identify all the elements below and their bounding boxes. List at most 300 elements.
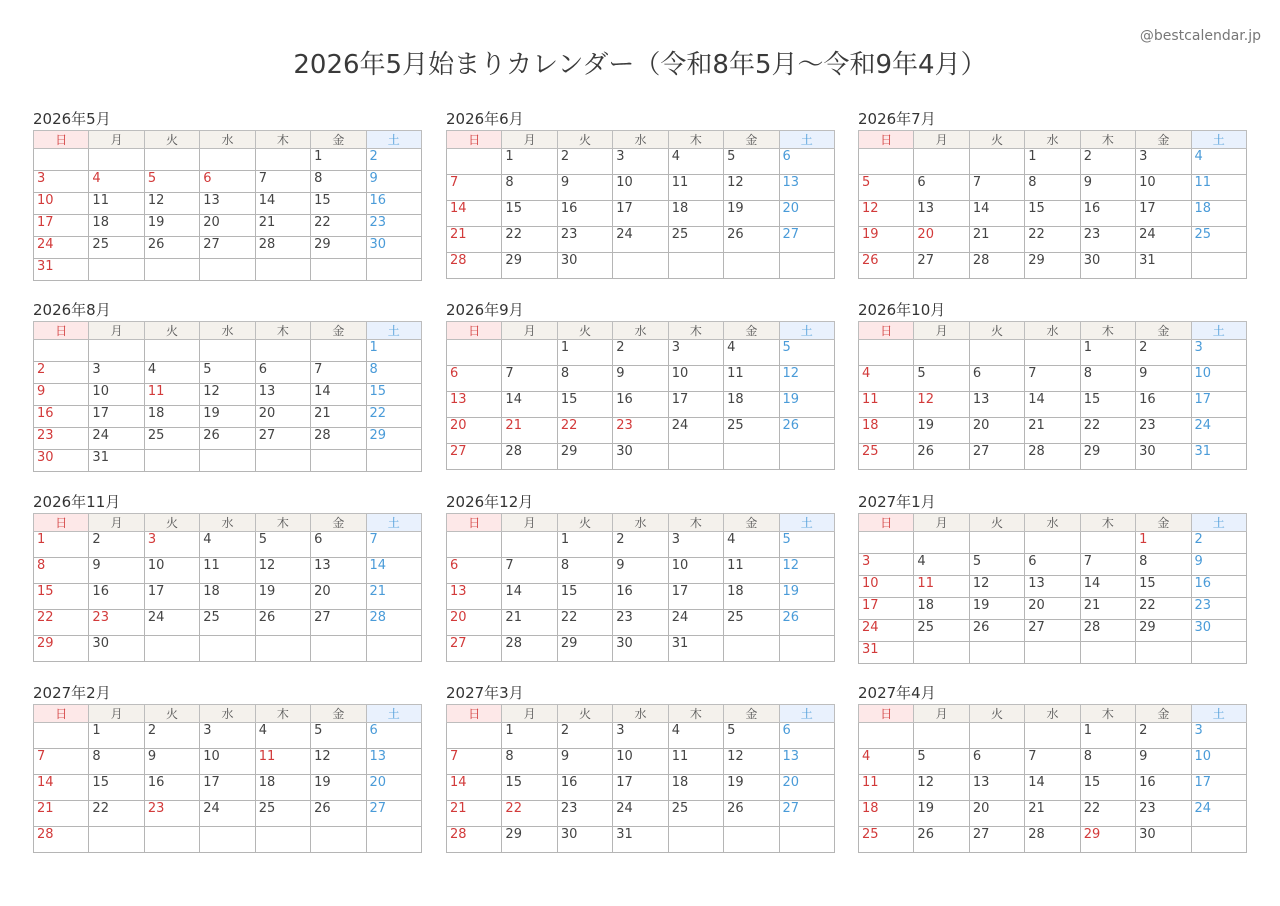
- day-cell: 4: [200, 532, 255, 558]
- weekday-header: 金: [1136, 514, 1191, 532]
- week-row: [447, 636, 835, 662]
- month-table: [446, 704, 835, 853]
- month-title: 2026年6月: [446, 110, 524, 128]
- day-cell: 14: [969, 201, 1024, 227]
- month-title: 2027年4月: [858, 684, 936, 702]
- weekday-header: 月: [89, 514, 144, 532]
- day-cell: 12: [144, 193, 199, 215]
- week-row: [34, 450, 422, 472]
- empty-day-cell: [366, 450, 421, 472]
- day-cell: 5: [914, 749, 969, 775]
- weekday-header: 日: [859, 705, 914, 723]
- empty-day-cell: [34, 149, 89, 171]
- day-cell: 28: [447, 253, 502, 279]
- day-cell: 3: [613, 149, 668, 175]
- weekday-header: 木: [255, 705, 310, 723]
- day-cell: 13: [1025, 576, 1080, 598]
- empty-day-cell: [255, 340, 310, 362]
- day-cell: 7: [366, 532, 421, 558]
- day-cell: 10: [1191, 366, 1246, 392]
- day-cell: 31: [1136, 253, 1191, 279]
- day-cell: 6: [914, 175, 969, 201]
- empty-day-cell: [1136, 642, 1191, 664]
- day-cell: 20: [447, 418, 502, 444]
- day-cell: 16: [557, 775, 612, 801]
- empty-day-cell: [34, 723, 89, 749]
- day-cell: 11: [668, 175, 723, 201]
- day-cell: 16: [613, 584, 668, 610]
- day-cell: 16: [557, 201, 612, 227]
- day-cell: 15: [557, 584, 612, 610]
- empty-day-cell: [311, 340, 366, 362]
- day-cell: 24: [668, 610, 723, 636]
- day-cell: 19: [144, 215, 199, 237]
- weekday-header: 火: [144, 705, 199, 723]
- empty-day-cell: [969, 340, 1024, 366]
- day-cell: 20: [969, 418, 1024, 444]
- day-cell: 26: [969, 620, 1024, 642]
- day-cell: 4: [1191, 149, 1246, 175]
- day-cell: 23: [557, 801, 612, 827]
- day-cell: 22: [557, 418, 612, 444]
- day-cell: 26: [255, 610, 310, 636]
- day-cell: 5: [724, 723, 779, 749]
- week-row: [447, 558, 835, 584]
- weekday-header: 金: [724, 514, 779, 532]
- empty-day-cell: [1025, 723, 1080, 749]
- weekday-header: 金: [1136, 322, 1191, 340]
- empty-day-cell: [144, 149, 199, 171]
- day-cell: 22: [1080, 801, 1135, 827]
- month-title: 2026年10月: [858, 301, 946, 319]
- day-cell: 27: [1025, 620, 1080, 642]
- day-cell: 29: [366, 428, 421, 450]
- empty-day-cell: [969, 642, 1024, 664]
- day-cell: 23: [89, 610, 144, 636]
- day-cell: 15: [89, 775, 144, 801]
- week-row: [859, 749, 1247, 775]
- day-cell: 3: [613, 723, 668, 749]
- day-cell: 2: [1080, 149, 1135, 175]
- site-credit: @bestcalendar.jp: [1139, 28, 1261, 44]
- day-cell: 20: [969, 801, 1024, 827]
- day-cell: 6: [311, 532, 366, 558]
- weekday-header: 木: [1080, 131, 1135, 149]
- day-cell: 7: [447, 175, 502, 201]
- empty-day-cell: [255, 827, 310, 853]
- day-cell: 17: [668, 584, 723, 610]
- day-cell: 9: [557, 749, 612, 775]
- day-cell: 11: [255, 749, 310, 775]
- weekday-header: 木: [668, 705, 723, 723]
- weekday-header: 木: [668, 322, 723, 340]
- day-cell: 7: [1080, 554, 1135, 576]
- weekday-header: 月: [914, 322, 969, 340]
- empty-day-cell: [969, 149, 1024, 175]
- day-cell: 28: [1025, 444, 1080, 470]
- day-cell: 19: [914, 801, 969, 827]
- empty-day-cell: [724, 444, 779, 470]
- empty-day-cell: [366, 259, 421, 281]
- day-cell: 3: [1191, 340, 1246, 366]
- week-row: [859, 253, 1247, 279]
- day-cell: 10: [668, 366, 723, 392]
- empty-day-cell: [200, 827, 255, 853]
- day-cell: 19: [724, 775, 779, 801]
- weekday-header-row: [447, 514, 835, 532]
- day-cell: 1: [311, 149, 366, 171]
- day-cell: 24: [859, 620, 914, 642]
- day-cell: 13: [779, 175, 834, 201]
- weekday-header: 水: [613, 131, 668, 149]
- empty-day-cell: [914, 340, 969, 366]
- day-cell: 10: [144, 558, 199, 584]
- empty-day-cell: [447, 149, 502, 175]
- day-cell: 30: [34, 450, 89, 472]
- weekday-header: 月: [89, 131, 144, 149]
- day-cell: 11: [1191, 175, 1246, 201]
- day-cell: 30: [613, 636, 668, 662]
- day-cell: 12: [914, 392, 969, 418]
- week-row: [859, 554, 1247, 576]
- day-cell: 16: [1191, 576, 1246, 598]
- day-cell: 24: [1191, 418, 1246, 444]
- empty-day-cell: [779, 444, 834, 470]
- day-cell: 8: [311, 171, 366, 193]
- week-row: [447, 532, 835, 558]
- day-cell: 5: [779, 532, 834, 558]
- day-cell: 20: [1025, 598, 1080, 620]
- day-cell: 2: [557, 149, 612, 175]
- week-row: [34, 215, 422, 237]
- week-row: [447, 418, 835, 444]
- day-cell: 30: [1191, 620, 1246, 642]
- day-cell: 3: [859, 554, 914, 576]
- weekday-header: 木: [668, 514, 723, 532]
- weekday-header: 土: [779, 322, 834, 340]
- day-cell: 23: [1080, 227, 1135, 253]
- day-cell: 7: [1025, 749, 1080, 775]
- month-table: [858, 321, 1247, 470]
- week-row: [859, 801, 1247, 827]
- day-cell: 4: [859, 749, 914, 775]
- month-calendar: [33, 682, 422, 853]
- day-cell: 28: [447, 827, 502, 853]
- day-cell: 29: [1080, 827, 1135, 853]
- day-cell: 8: [1136, 554, 1191, 576]
- day-cell: 7: [969, 175, 1024, 201]
- weekday-header: 金: [311, 514, 366, 532]
- empty-day-cell: [255, 636, 310, 662]
- day-cell: 31: [89, 450, 144, 472]
- empty-day-cell: [1025, 642, 1080, 664]
- weekday-header-row: [859, 705, 1247, 723]
- day-cell: 2: [557, 723, 612, 749]
- day-cell: 12: [724, 175, 779, 201]
- weekday-header: 火: [557, 514, 612, 532]
- day-cell: 19: [969, 598, 1024, 620]
- day-cell: 10: [1191, 749, 1246, 775]
- day-cell: 15: [557, 392, 612, 418]
- empty-day-cell: [1191, 253, 1246, 279]
- day-cell: 5: [200, 362, 255, 384]
- day-cell: 27: [447, 444, 502, 470]
- weekday-header: 木: [255, 322, 310, 340]
- day-cell: 29: [502, 253, 557, 279]
- day-cell: 27: [969, 827, 1024, 853]
- empty-day-cell: [969, 723, 1024, 749]
- weekday-header: 月: [89, 705, 144, 723]
- day-cell: 18: [724, 392, 779, 418]
- day-cell: 21: [502, 610, 557, 636]
- weekday-header: 日: [447, 514, 502, 532]
- day-cell: 13: [311, 558, 366, 584]
- weekday-header: 火: [969, 514, 1024, 532]
- day-cell: 4: [89, 171, 144, 193]
- day-cell: 20: [311, 584, 366, 610]
- weekday-header: 金: [724, 322, 779, 340]
- day-cell: 28: [1025, 827, 1080, 853]
- day-cell: 17: [1136, 201, 1191, 227]
- weekday-header: 火: [144, 131, 199, 149]
- month-title: 2026年7月: [858, 110, 936, 128]
- day-cell: 9: [366, 171, 421, 193]
- weekday-header: 日: [447, 322, 502, 340]
- day-cell: 24: [668, 418, 723, 444]
- day-cell: 20: [914, 227, 969, 253]
- day-cell: 9: [613, 558, 668, 584]
- weekday-header: 木: [255, 514, 310, 532]
- empty-day-cell: [200, 450, 255, 472]
- day-cell: 2: [1136, 340, 1191, 366]
- empty-day-cell: [144, 827, 199, 853]
- day-cell: 10: [200, 749, 255, 775]
- weekday-header: 水: [1025, 131, 1080, 149]
- empty-day-cell: [144, 259, 199, 281]
- weekday-header: 日: [859, 131, 914, 149]
- empty-day-cell: [144, 340, 199, 362]
- day-cell: 4: [144, 362, 199, 384]
- day-cell: 23: [1191, 598, 1246, 620]
- day-cell: 20: [447, 610, 502, 636]
- day-cell: 7: [311, 362, 366, 384]
- week-row: [859, 227, 1247, 253]
- week-row: [447, 723, 835, 749]
- day-cell: 6: [969, 749, 1024, 775]
- week-row: [859, 366, 1247, 392]
- empty-day-cell: [613, 253, 668, 279]
- day-cell: 8: [502, 749, 557, 775]
- day-cell: 30: [1136, 444, 1191, 470]
- week-row: [447, 610, 835, 636]
- day-cell: 25: [255, 801, 310, 827]
- week-row: [447, 444, 835, 470]
- day-cell: 26: [914, 444, 969, 470]
- empty-day-cell: [779, 253, 834, 279]
- day-cell: 31: [613, 827, 668, 853]
- empty-day-cell: [1191, 642, 1246, 664]
- day-cell: 27: [447, 636, 502, 662]
- day-cell: 14: [1025, 775, 1080, 801]
- day-cell: 21: [447, 801, 502, 827]
- empty-day-cell: [447, 532, 502, 558]
- week-row: [859, 620, 1247, 642]
- weekday-header: 金: [311, 131, 366, 149]
- day-cell: 2: [1191, 532, 1246, 554]
- week-row: [859, 532, 1247, 554]
- day-cell: 28: [311, 428, 366, 450]
- week-row: [34, 149, 422, 171]
- empty-day-cell: [89, 340, 144, 362]
- week-row: [859, 642, 1247, 664]
- month-table: [33, 704, 422, 853]
- day-cell: 19: [779, 584, 834, 610]
- day-cell: 24: [1136, 227, 1191, 253]
- day-cell: 8: [1080, 366, 1135, 392]
- day-cell: 12: [969, 576, 1024, 598]
- day-cell: 21: [255, 215, 310, 237]
- weekday-header: 水: [1025, 514, 1080, 532]
- weekday-header: 火: [144, 322, 199, 340]
- empty-day-cell: [311, 636, 366, 662]
- day-cell: 28: [502, 636, 557, 662]
- day-cell: 10: [859, 576, 914, 598]
- empty-day-cell: [200, 340, 255, 362]
- day-cell: 9: [34, 384, 89, 406]
- day-cell: 27: [779, 801, 834, 827]
- weekday-header: 金: [311, 705, 366, 723]
- day-cell: 16: [34, 406, 89, 428]
- week-row: [34, 558, 422, 584]
- day-cell: 22: [502, 801, 557, 827]
- day-cell: 12: [200, 384, 255, 406]
- weekday-header: 土: [366, 322, 421, 340]
- week-row: [859, 418, 1247, 444]
- day-cell: 10: [34, 193, 89, 215]
- weekday-header-row: [34, 322, 422, 340]
- day-cell: 15: [34, 584, 89, 610]
- day-cell: 20: [779, 201, 834, 227]
- month-table: [858, 704, 1247, 853]
- day-cell: 26: [724, 227, 779, 253]
- empty-day-cell: [859, 340, 914, 366]
- empty-day-cell: [668, 253, 723, 279]
- weekday-header: 月: [502, 705, 557, 723]
- day-cell: 21: [502, 418, 557, 444]
- day-cell: 5: [724, 149, 779, 175]
- weekday-header: 火: [557, 322, 612, 340]
- weekday-header: 土: [366, 514, 421, 532]
- empty-day-cell: [969, 532, 1024, 554]
- week-row: [447, 366, 835, 392]
- weekday-header: 金: [724, 705, 779, 723]
- weekday-header: 日: [34, 705, 89, 723]
- day-cell: 21: [1025, 801, 1080, 827]
- weekday-header: 火: [969, 322, 1024, 340]
- day-cell: 21: [447, 227, 502, 253]
- day-cell: 27: [969, 444, 1024, 470]
- weekday-header: 土: [366, 705, 421, 723]
- day-cell: 29: [502, 827, 557, 853]
- month-calendar: [858, 491, 1247, 664]
- day-cell: 11: [724, 558, 779, 584]
- week-row: [34, 610, 422, 636]
- empty-day-cell: [89, 259, 144, 281]
- day-cell: 3: [668, 532, 723, 558]
- weekday-header: 土: [1191, 131, 1246, 149]
- day-cell: 27: [914, 253, 969, 279]
- page-title: 2026年5月始まりカレンダー（令和8年5月〜令和9年4月）: [293, 50, 987, 80]
- empty-day-cell: [668, 827, 723, 853]
- day-cell: 9: [613, 366, 668, 392]
- day-cell: 20: [366, 775, 421, 801]
- day-cell: 15: [1080, 392, 1135, 418]
- day-cell: 22: [1136, 598, 1191, 620]
- day-cell: 17: [89, 406, 144, 428]
- weekday-header: 木: [1080, 322, 1135, 340]
- day-cell: 28: [34, 827, 89, 853]
- weekday-header-row: [859, 514, 1247, 532]
- month-title: 2026年8月: [33, 301, 111, 319]
- day-cell: 25: [724, 610, 779, 636]
- week-row: [34, 428, 422, 450]
- day-cell: 2: [613, 532, 668, 558]
- day-cell: 14: [1080, 576, 1135, 598]
- day-cell: 17: [1191, 392, 1246, 418]
- weekday-header: 水: [200, 131, 255, 149]
- day-cell: 7: [502, 558, 557, 584]
- empty-day-cell: [914, 149, 969, 175]
- day-cell: 3: [1191, 723, 1246, 749]
- empty-day-cell: [366, 827, 421, 853]
- day-cell: 3: [144, 532, 199, 558]
- day-cell: 2: [1136, 723, 1191, 749]
- weekday-header: 月: [914, 514, 969, 532]
- weekday-header: 木: [255, 131, 310, 149]
- month-table: [33, 321, 422, 472]
- day-cell: 13: [255, 384, 310, 406]
- day-cell: 14: [311, 384, 366, 406]
- day-cell: 9: [89, 558, 144, 584]
- day-cell: 14: [447, 201, 502, 227]
- empty-day-cell: [724, 827, 779, 853]
- weekday-header-row: [34, 514, 422, 532]
- day-cell: 10: [89, 384, 144, 406]
- weekday-header: 金: [1136, 705, 1191, 723]
- weekday-header: 水: [613, 705, 668, 723]
- empty-day-cell: [144, 450, 199, 472]
- weekday-header: 日: [34, 131, 89, 149]
- day-cell: 24: [144, 610, 199, 636]
- day-cell: 26: [779, 610, 834, 636]
- day-cell: 31: [859, 642, 914, 664]
- day-cell: 24: [89, 428, 144, 450]
- day-cell: 20: [200, 215, 255, 237]
- day-cell: 13: [366, 749, 421, 775]
- weekday-header: 土: [1191, 705, 1246, 723]
- day-cell: 17: [1191, 775, 1246, 801]
- empty-day-cell: [724, 253, 779, 279]
- day-cell: 4: [914, 554, 969, 576]
- month-table: [858, 513, 1247, 664]
- weekday-header: 火: [969, 705, 1024, 723]
- week-row: [34, 362, 422, 384]
- day-cell: 29: [1136, 620, 1191, 642]
- day-cell: 8: [1025, 175, 1080, 201]
- day-cell: 26: [859, 253, 914, 279]
- day-cell: 23: [613, 418, 668, 444]
- day-cell: 26: [144, 237, 199, 259]
